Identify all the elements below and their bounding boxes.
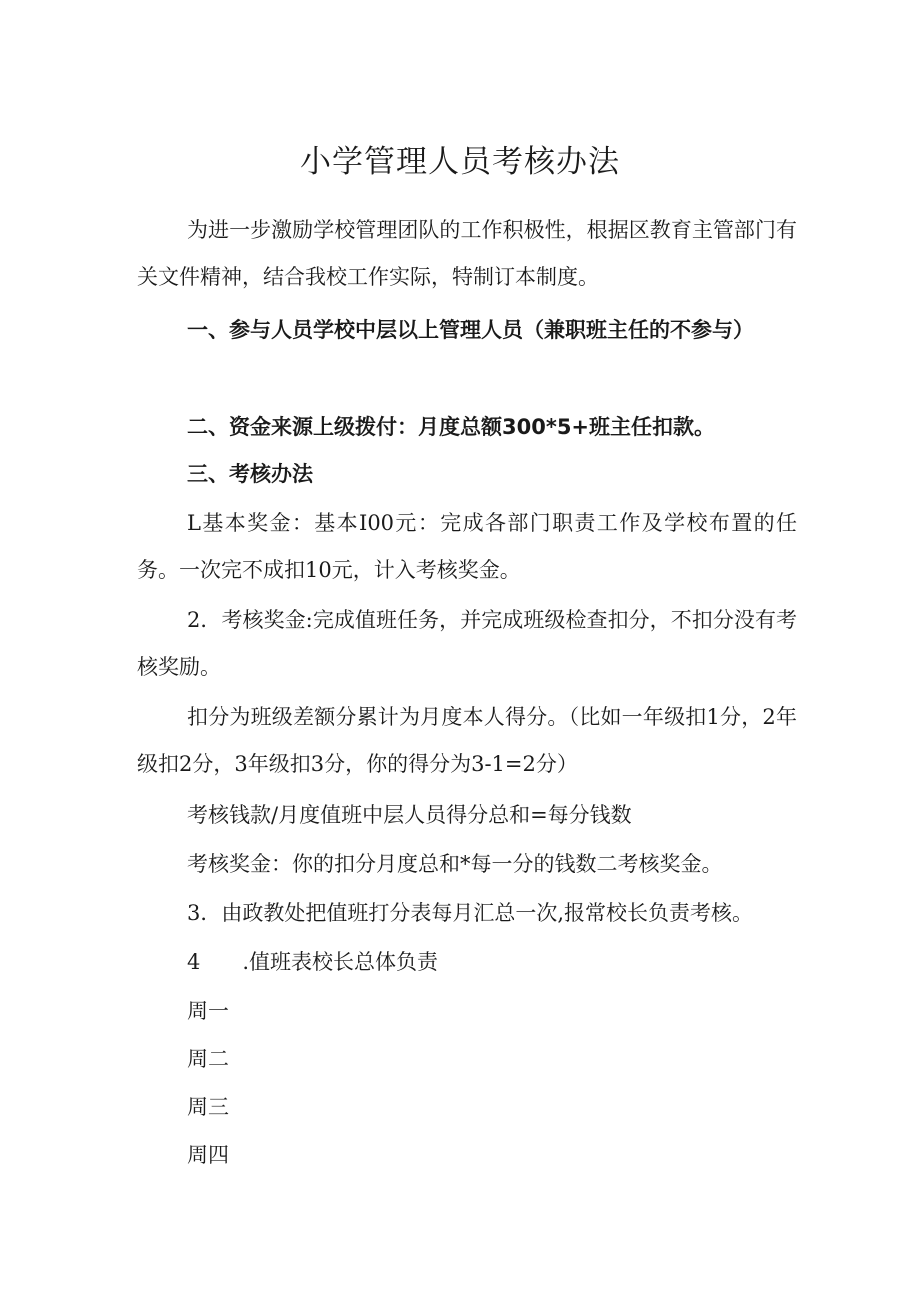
intro-paragraph: 为进一步激励学校管理团队的工作积极性，根据区教育主管部门有关文件精神，结合我校工作实际，特制订本制度。 [137,218,797,289]
section-3-heading: 三、考核办法 [187,462,313,486]
day-monday: 周一 [187,999,229,1023]
day-tuesday: 周二 [187,1047,229,1071]
day-wednesday: 周三 [187,1095,229,1119]
formula-money-per-point: 考核钱款/月度值班中层人员得分总和=每分钱数 [187,803,632,827]
deduction-rule-paragraph: 扣分为班级差额分累计为月度本人得分。（比如一年级扣1分，2年级扣2分，3年级扣3分，你的得分为3-1=2分） [137,705,797,776]
formula-bonus: 考核奖金：你的扣分月度总和*每一分的钱数二考核奖金。 [187,852,723,876]
section-1-participants: 一、参与人员学校中层以上管理人员（兼职班主任的不参与） [187,318,754,342]
item-2-assessment-bonus: 2．考核奖金:完成值班任务，并完成班级检查扣分，不扣分没有考核奖励。 [137,608,797,679]
item-4-number: 4 [187,950,201,974]
document-title: 小学管理人员考核办法 [300,144,620,180]
item-4-text: .值班表校长总体负责 [242,950,439,974]
item-4-duty-schedule [187,939,438,986]
item-3-summary: 3．由政教处把值班打分表每月汇总一次,报常校长负责考核。 [187,901,754,925]
day-thursday: 周四 [187,1143,229,1167]
item-1-basic-bonus: L基本奖金：基本I00元：完成各部门职责工作及学校布置的任务。一次完不成扣10元，计入考核奖金。 [137,511,797,582]
section-2-funding: 二、资金来源上级拨付：月度总额300*5+班主任扣款。 [187,415,716,439]
